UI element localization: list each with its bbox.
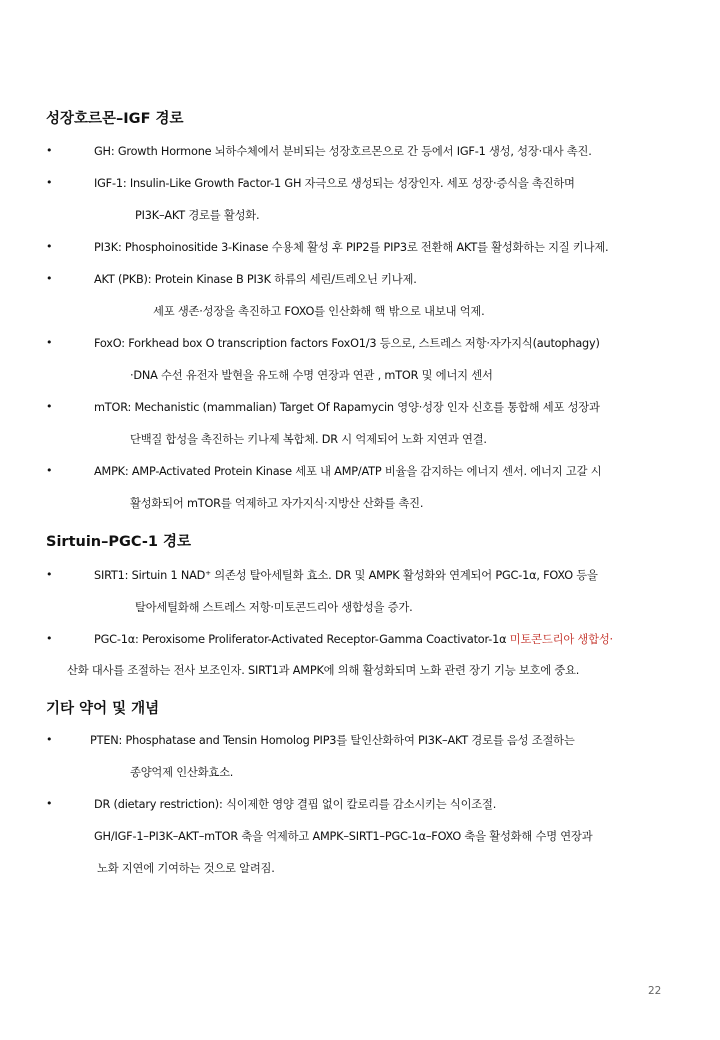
item-gh-line1: GH: Growth Hormone 뇌하수체에서 분비되는 성장호르몬으로 간 등에서 IGF-1 생성, 성장·대사 촉진. [94, 145, 592, 158]
item-pgc1a-line1-text: PGC-1α: Peroxisome Proliferator-Activated Receptor-Gamma Coactivator-1α [94, 633, 510, 646]
item-pgc1a-highlight: 미토콘드리아 생합성· [509, 633, 613, 646]
bullet-icon: • [46, 176, 53, 189]
item-sirt1-line1: SIRT1: Sirtuin 1 NAD⁺ 의존성 탈아세틸화 효소. DR 및 AMPK 활성화와 연계되어 PGC-1α, FOXO 등을 [94, 569, 598, 582]
bullet-icon: • [46, 568, 53, 581]
item-foxo-line1: FoxO: Forkhead box O transcription factors FoxO1/3 등으로, 스트레스 저항·자가지식(autophagy) [94, 337, 600, 350]
item-dr-line1: DR (dietary restriction): 식이제한 영양 결핍 없이 칼로리를 감소시키는 식이조절. [94, 798, 497, 811]
item-pgc1a-line1 [94, 631, 613, 647]
bullet-icon: • [46, 733, 53, 746]
item-akt-line2: 세포 생존·성장을 촉진하고 FOXO를 인산화해 핵 밖으로 내보내 억제. [153, 305, 485, 318]
item-foxo-line2: ·DNA 수선 유전자 발현을 유도해 수명 연장과 연관 , mTOR 및 에너지 센서 [130, 369, 493, 382]
section-heading-sirtuin-pgc1: Sirtuin–PGC-1 경로 [46, 534, 192, 550]
item-pten-line2: 종양억제 인산화효소. [130, 766, 234, 779]
item-pi3k-line1: PI3K: Phosphoinositide 3-Kinase 수용체 활성 후 PIP2를 PIP3로 전환해 AKT를 활성화하는 지질 키나제. [94, 241, 609, 254]
bullet-icon: • [46, 400, 53, 413]
item-mtor-line1: mTOR: Mechanistic (mammalian) Target Of Rapamycin 영양·성장 인자 신호를 통합해 세포 성장과 [94, 401, 600, 414]
item-pgc1a-line2: 산화 대사를 조절하는 전사 보조인자. SIRT1과 AMPK에 의해 활성화되며 노화 관련 장기 기능 보호에 중요. [67, 664, 580, 677]
item-pten-line1: PTEN: Phosphatase and Tensin Homolog PIP3를 탈인산화하여 PI3K–AKT 경로를 음성 조절하는 [90, 734, 575, 747]
item-dr-line3: 노화 지연에 기여하는 것으로 알려짐. [97, 862, 275, 875]
bullet-icon: • [46, 632, 53, 645]
item-ampk-line2: 활성화되어 mTOR를 억제하고 자가지식·지방산 산화를 촉진. [130, 497, 424, 510]
item-ampk-line1: AMPK: AMP-Activated Protein Kinase 세포 내 AMP/ATP 비율을 감지하는 에너지 센서. 에너지 고갈 시 [94, 465, 602, 478]
item-mtor-line2: 단백질 합성을 촉진하는 키나제 복합체. DR 시 억제되어 노화 지연과 연결. [130, 433, 487, 446]
bullet-icon: • [46, 240, 53, 253]
section-heading-gh-igf: 성장호르몬–IGF 경로 [46, 111, 184, 127]
bullet-icon: • [46, 797, 53, 810]
bullet-icon: • [46, 336, 53, 349]
item-akt-line1: AKT (PKB): Protein Kinase B PI3K 하류의 세린/트레오닌 키나제. [94, 273, 417, 286]
section-heading-other-terms: 기타 약어 및 개념 [46, 701, 160, 717]
page-number: 22 [648, 985, 662, 997]
item-igf1-line1: IGF-1: Insulin-Like Growth Factor-1 GH 자극으로 생성되는 성장인자. 세포 성장·증식을 촉진하며 [94, 177, 575, 190]
bullet-icon: • [46, 272, 53, 285]
item-igf1-line2: PI3K–AKT 경로를 활성화. [135, 209, 260, 222]
bullet-icon: • [46, 144, 53, 157]
bullet-icon: • [46, 464, 53, 477]
item-dr-line2: GH/IGF-1–PI3K–AKT–mTOR 축을 억제하고 AMPK–SIRT1–PGC-1α–FOXO 축을 활성화해 수명 연장과 [94, 830, 593, 843]
item-sirt1-line2: 탈아세틸화해 스트레스 저항·미토콘드리아 생합성을 증가. [135, 601, 413, 614]
